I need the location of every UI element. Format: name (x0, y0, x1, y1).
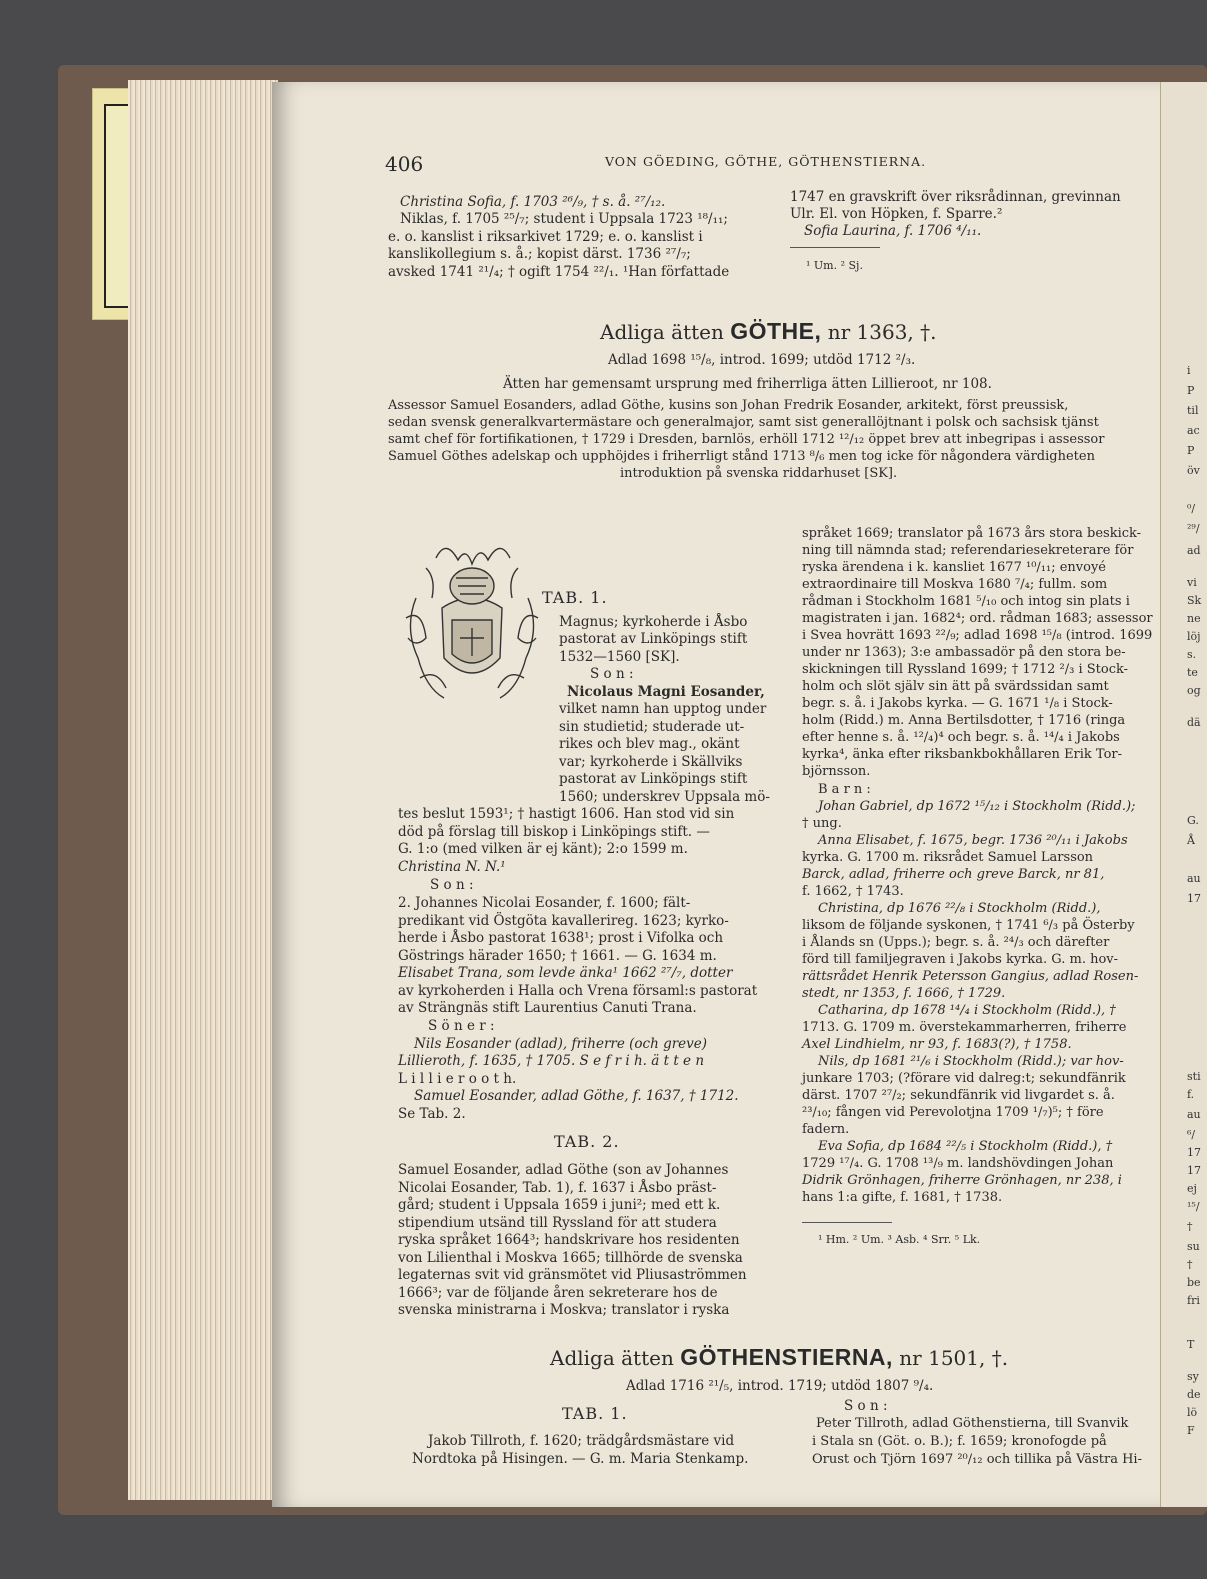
gothenstierna-heading: Adliga ätten GÖTHENSTIERNA, nr 1501, †. (550, 1344, 1009, 1370)
running-head: VON GÖEDING, GÖTHE, GÖTHENSTIERNA. (605, 154, 927, 169)
gothenstierna-subheading: Adlad 1716 ²¹/₅, introd. 1719; utdöd 1807 ⁹/₄. (626, 1378, 934, 1394)
gothe-tab2-label: TAB. 2. (554, 1132, 620, 1151)
gothe-tab1-label: TAB. 1. (542, 588, 608, 607)
page-number: 406 (385, 152, 424, 176)
page: 406 VON GÖEDING, GÖTHE, GÖTHENSTIERNA. Christina Sofia, f. 1703 ²⁶/₉, † s. å. ²⁷/₁₂. Niklas, f. 1705 ²⁵/₇; student i Uppsala 1723 ¹⁸/₁₁; e. o. kanslist i riksarkivet 1729; e. o. kanslist i kanslikollegium s. å.; kopist därst. 1736 ²⁷/₇; avsked 1741 ²¹/₄; † ogift 1754 ²²/₁. ¹Han författade 1747 en gravskrift över riksrådinnan, grevinnan Ulr. El. von Höpken, f. Sparre.² Sofia Laurina, f. 1706 ⁴/₁₁. ¹ Um. ² Sj. Adliga ätten GÖTHE, nr 1363, †. Adlad 1698 ¹⁵/₈, introd. 1699; utdöd 1712 ²/₃. Ätten har gemensamt ursprung med friherrliga ätten Lillieroot, nr 108. Assessor Samuel Eosanders, adlad Göthe, kusins son Johan Fredrik Eosander, arkitekt, först preussisk, sedan svensk generalkvartermästare och generalmajor, samt sist generallöjtnant i polsk och sachsisk tjänst samt chef för fortifikationen, † 1729 i Dresden, barnlös, erhöll 1712 ¹²/₁₂ öppet brev att inbegripas i assessor Samuel Göthes adelskap och upphöjdes i friherrligt stånd 1713 ⁸/₆ men tog icke för någondera värdigheten introduktion på svenska riddarhuset [SK]. TAB. 1. Magnus; kyrkoherde i Åsbo pastorat av Linköpings stift 1532—1560 [SK]. S o n : Nicolaus Magni Eosander, vilket namn han upptog under sin studietid; studerade ut- rikes och blev mag., okänt var; kyrkoherde i Skällviks pastorat av Linköpings stift 1560; underskrev Uppsala mö- tes beslut 1593¹; † hastigt 1606. Han stod vid sin död på förslag till biskop i Linköpings stift. — G. 1:o (med vilken är ej känt); 2:o 1599 m. Christina N. N.¹ S o n : 2. Johannes Nicolai Eosander, f. 1600; fält- predikant vid Östgöta kavallerireg. 1623; kyrko- herde i Åsbo pastorat 1638¹; prost i Vifolka och Göstrings härader 1650; † 1661. — G. 1634 m. Elisabet Trana, som levde änka¹ 1662 ²⁷/₇, dotter av kyrkoherden i Halla och Vrena församl:s pastorat av Strängnäs stift Laurentius Canuti Trana. S ö n e r : Nils Eosander (adlad), friherre (och greve) Lillieroth, f. 1635, † 1705. S e f r i h. ä t t e n L i l l i e r o o t h. Samuel Eosander, adlad Göthe, f. 1637, † 1712. Se Tab. 2. TAB. 2. Samuel Eosander, adlad Göthe (son av Johannes Nicolai Eosander, Tab. 1), f. 1637 i Åsbo präst- gård; student i Uppsala 1659 i juni²; med ett k. stipendium utsänd till Ryssland för att studera ryska språket 1664³; handskrivare hos residenten von Lilienthal i Moskva 1665; tillhörde de svenska legaternas svit vid gränsmötet vid Pliusaströmmen 1666³; var de följande åren sekreterare hos de svenska ministrarna i Moskva; translator i ryska språket 1669; translator på 1673 års stora beskick- ning till nämnda stad; referendariesekreterare för ryska ärendena i k. kansliet 1677 ¹⁰/₁₁; envoyé extraordinaire till Moskva 1680 ⁷/₄; fullm. som rådman i Stockholm 1681 ⁵/₁₀ och intog sin plats i magistraten i jan. 1682⁴; ord. rådman 1683; assessor i Svea hovrätt 1693 ²²/₉; adlad 1698 ¹⁵/₈ (introd. 1699 under nr 1363); 3:e ambassadör på den stora be- skickningen till Ryssland 1699; † 1712 ²/₃ i Stock- holm och slöt själv sin ätt på svärdssidan samt begr. s. å. i Jakobs kyrka. — G. 1671 ¹/₈ i Stock- holm (Ridd.) m. Anna Bertilsdotter, † 1716 (ringa efter henne s. å. ¹²/₄)⁴ och begr. s. å. ¹⁴/₄ i Jakobs kyrka⁴, änka efter riksbankbokhållaren Erik Tor- björnsson. B a r n : Johan Gabriel, dp 1672 ¹⁵/₁₂ i Stockholm (Ridd.); † ung. Anna Elisabet, f. 1675, begr. 1736 ²⁰/₁₁ i Jakobs kyrka. G. 1700 m. riksrådet Samuel Larsson Barck, adlad, friherre och greve Barck, nr 81, f. 1662, † 1743. Christina, dp 1676 ²²/₈ i Stockholm (Ridd.), liksom de följande syskonen, † 1741 ⁶/₃ på Österby i Ålands sn (Upps.); begr. s. å. ²⁴/₃ och därefter förd till familjegraven i Jakobs kyrka. G. m. hov- rättsrådet Henrik Petersson Gangius, adlad Rosen- stedt, nr 1353, f. 1666, † 1729. Catharina, dp 1678 ¹⁴/₄ i Stockholm (Ridd.), † 1713. G. 1709 m. överstekammarherren, friherre Axel Lindhielm, nr 93, f. 1683(?), † 1758. Nils, dp 1681 ²¹/₆ i Stockholm (Ridd.); var hov- junkare 1703; (?förare vid dalreg:t; sekundfänrik därst. 1707 ²⁷/₂; sekundfänrik vid livgardet s. å. ²³/₁₀; fången vid Perevolotjna 1709 ¹/₇)⁵; † före fadern. Eva Sofia, dp 1684 ²²/₅ i Stockholm (Ridd.), † 1729 ¹⁷/₄. G. 1708 ¹³/₉ m. landshövdingen Johan Didrik Grönhagen, friherre Grönhagen, nr 238, i hans 1:a gifte, f. 1681, † 1738. ¹ Hm. ² Um. ³ Asb. ⁴ Srr. ⁵ Lk. Adliga ätten GÖTHENSTIERNA, nr 1501, †. Adlad 1716 ²¹/₅, introd. 1719; utdöd 1807 ⁹/₄. TAB. 1. Jakob Tillroth, f. 1620; trädgårdsmästare vid Nordtoka på Hisingen. — G. m. Maria Stenkamp. S o n : Peter Tillroth, adlad Göthenstierna, till Svanvik i Stala sn (Göt. o. B.); f. 1659; kronofogde på Orust och Tjörn 1697 ²⁰/₁₂ och tillika på Västra Hi- (272, 82, 1162, 1507)
gothe-origin: Ätten har gemensamt ursprung med friherrliga ätten Lillieroot, nr 108. (503, 376, 992, 392)
gothe-footnotes: ¹ Hm. ² Um. ³ Asb. ⁴ Srr. ⁵ Lk. (818, 1233, 981, 1246)
gothe-subheading: Adlad 1698 ¹⁵/₈, introd. 1699; utdöd 1712 ²/₃. (608, 352, 916, 368)
page-edges (128, 80, 278, 1500)
coat-of-arms-icon (396, 538, 548, 718)
gothenstierna-tab1-label: TAB. 1. (562, 1404, 628, 1423)
next-page-edge: i P til ac P öv ⁰/ ²⁹/ ad vi Sk ne löj s. te og dä G. Å au 17 sti f. au ⁶/ 17 17 ej ¹⁵/ † su † be fri T sy de lö F (1160, 82, 1207, 1507)
gothe-heading: Adliga ätten GÖTHE, nr 1363, †. (600, 318, 937, 344)
tape-mark (104, 104, 128, 308)
